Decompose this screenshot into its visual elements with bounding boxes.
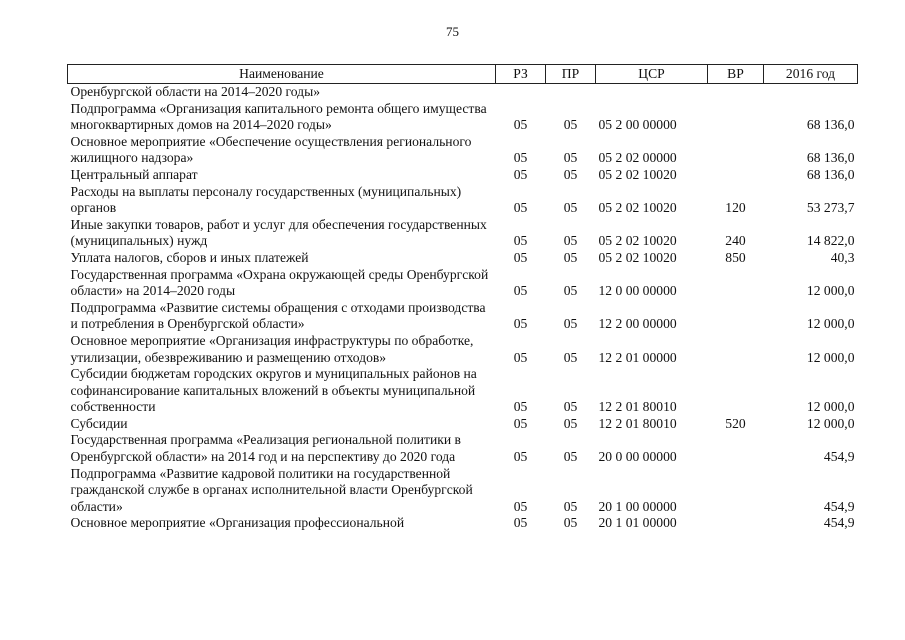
cell-pr: 05 (563, 150, 578, 166)
cell-csr: 05 2 02 10020 (598, 249, 677, 265)
cell-rz: 05 (513, 150, 528, 166)
table-row (68, 250, 858, 267)
cell-name: Центральный аппарат (70, 166, 198, 182)
table-row (68, 515, 858, 532)
cell-rz (496, 84, 546, 101)
table-row (68, 466, 858, 516)
cell-name: Государственная программа «Реализация региональной политики в Оренбургской области» на 2014 год и на перспективу до 2020 года (70, 432, 461, 465)
table-row (68, 416, 858, 433)
table-row (68, 217, 858, 250)
cell-sum: 454,9 (823, 515, 855, 531)
table-row (68, 134, 858, 167)
table-row (68, 84, 858, 101)
cell-sum: 14 822,0 (806, 233, 855, 249)
cell-csr: 05 2 02 10020 (598, 233, 677, 249)
cell-vr (708, 134, 764, 167)
table-row (68, 101, 858, 134)
cell-pr (546, 84, 596, 101)
table-body (68, 84, 858, 533)
cell-rz: 05 (513, 166, 528, 182)
cell-pr: 05 (563, 515, 578, 531)
cell-pr: 05 (563, 415, 578, 431)
cell-sum: 68 136,0 (806, 150, 855, 166)
cell-name: Иные закупки товаров, работ и услуг для обеспечения государственных (муниципальных) нужд (70, 216, 487, 249)
cell-pr: 05 (563, 249, 578, 265)
cell-vr: 120 (725, 200, 746, 216)
cell-rz: 05 (513, 233, 528, 249)
column-header-rz: РЗ (496, 65, 546, 84)
cell-pr: 05 (563, 166, 578, 182)
cell-csr: 12 2 01 80010 (598, 399, 677, 415)
cell-vr: 240 (725, 233, 746, 249)
cell-sum: 68 136,0 (806, 166, 855, 182)
cell-pr: 05 (563, 399, 578, 415)
page-number: 75 (446, 24, 459, 39)
table-row (68, 184, 858, 217)
table-row (68, 333, 858, 366)
cell-rz: 05 (513, 200, 528, 216)
cell-csr: 05 2 00 00000 (598, 117, 677, 133)
cell-name: Оренбургской области на 2014–2020 годы» (70, 84, 321, 99)
cell-vr (708, 267, 764, 300)
cell-csr: 20 1 00 00000 (598, 498, 677, 514)
cell-pr: 05 (563, 316, 578, 332)
cell-csr: 05 2 02 10020 (598, 200, 677, 216)
column-header-csr: ЦСР (596, 65, 708, 84)
table-row (68, 267, 858, 300)
cell-name: Основное мероприятие «Обеспечение осуществления регионального жилищного надзора» (70, 133, 472, 166)
cell-pr: 05 (563, 349, 578, 365)
cell-vr (708, 432, 764, 465)
cell-rz: 05 (513, 117, 528, 133)
cell-pr: 05 (563, 283, 578, 299)
table-row (68, 432, 858, 465)
cell-csr (596, 84, 708, 101)
cell-pr: 05 (563, 117, 578, 133)
cell-sum: 12 000,0 (806, 415, 855, 431)
cell-csr: 12 2 01 80010 (598, 415, 677, 431)
cell-name: Основное мероприятие «Организация профессиональной (70, 515, 405, 531)
cell-vr (708, 366, 764, 416)
cell-rz: 05 (513, 349, 528, 365)
cell-vr: 520 (725, 415, 746, 431)
cell-rz: 05 (513, 399, 528, 415)
cell-name: Государственная программа «Охрана окружающей среды Оренбургской области» на 2014–2020 годы (70, 266, 489, 299)
column-header-vr: ВР (708, 65, 764, 84)
cell-sum (764, 84, 858, 101)
cell-vr (708, 515, 764, 532)
cell-sum: 40,3 (830, 249, 855, 265)
table-row (68, 366, 858, 416)
cell-sum: 12 000,0 (806, 399, 855, 415)
cell-csr: 20 0 00 00000 (598, 449, 677, 465)
cell-vr (708, 300, 764, 333)
cell-vr (708, 101, 764, 134)
budget-table (67, 64, 858, 532)
cell-csr: 20 1 01 00000 (598, 515, 677, 531)
cell-csr: 05 2 02 00000 (598, 150, 677, 166)
cell-sum: 68 136,0 (806, 117, 855, 133)
cell-rz: 05 (513, 316, 528, 332)
cell-vr (708, 466, 764, 516)
cell-sum: 12 000,0 (806, 349, 855, 365)
cell-sum: 454,9 (823, 498, 855, 514)
cell-rz: 05 (513, 515, 528, 531)
table-row (68, 300, 858, 333)
cell-pr: 05 (563, 200, 578, 216)
cell-name: Уплата налогов, сборов и иных платежей (70, 249, 309, 265)
cell-name: Подпрограмма «Организация капитального ремонта общего имущества многоквартирных домов на 2014–2020 годы» (70, 100, 487, 133)
cell-pr: 05 (563, 449, 578, 465)
cell-vr: 850 (725, 249, 746, 265)
cell-name: Подпрограмма «Развитие системы обращения с отходами производства и потребления в Оренбургской области» (70, 299, 486, 332)
cell-rz: 05 (513, 283, 528, 299)
cell-pr: 05 (563, 233, 578, 249)
cell-sum: 53 273,7 (806, 200, 855, 216)
cell-sum: 12 000,0 (806, 316, 855, 332)
cell-csr: 12 2 01 00000 (598, 349, 677, 365)
cell-name: Субсидии бюджетам городских округов и муниципальных районов на софинансирование капитальных вложений в объекты муниципальной собственности (70, 366, 477, 415)
cell-name: Подпрограмма «Развитие кадровой политики на государственной гражданской службе в органах исполнительной власти Оренбургской области» (70, 465, 473, 514)
cell-rz: 05 (513, 449, 528, 465)
cell-vr (708, 333, 764, 366)
cell-csr: 12 0 00 00000 (598, 283, 677, 299)
cell-rz: 05 (513, 249, 528, 265)
cell-rz: 05 (513, 415, 528, 431)
column-header-name: Наименование (68, 65, 496, 84)
cell-rz: 05 (513, 498, 528, 514)
cell-vr (708, 84, 764, 101)
cell-name: Расходы на выплаты персоналу государственных (муниципальных) органов (70, 183, 462, 216)
cell-sum: 454,9 (823, 449, 855, 465)
column-header-pr: ПР (546, 65, 596, 84)
cell-name: Субсидии (70, 415, 128, 431)
cell-csr: 05 2 02 10020 (598, 166, 677, 182)
cell-name: Основное мероприятие «Организация инфраструктуры по обработке, утилизации, обезвреживанию и размещению отходов» (70, 332, 474, 365)
table-header-row (68, 65, 858, 84)
table-row (68, 167, 858, 184)
column-header-year: 2016 год (764, 65, 858, 84)
cell-vr (708, 167, 764, 184)
cell-csr: 12 2 00 00000 (598, 316, 677, 332)
cell-sum: 12 000,0 (806, 283, 855, 299)
cell-pr: 05 (563, 498, 578, 514)
